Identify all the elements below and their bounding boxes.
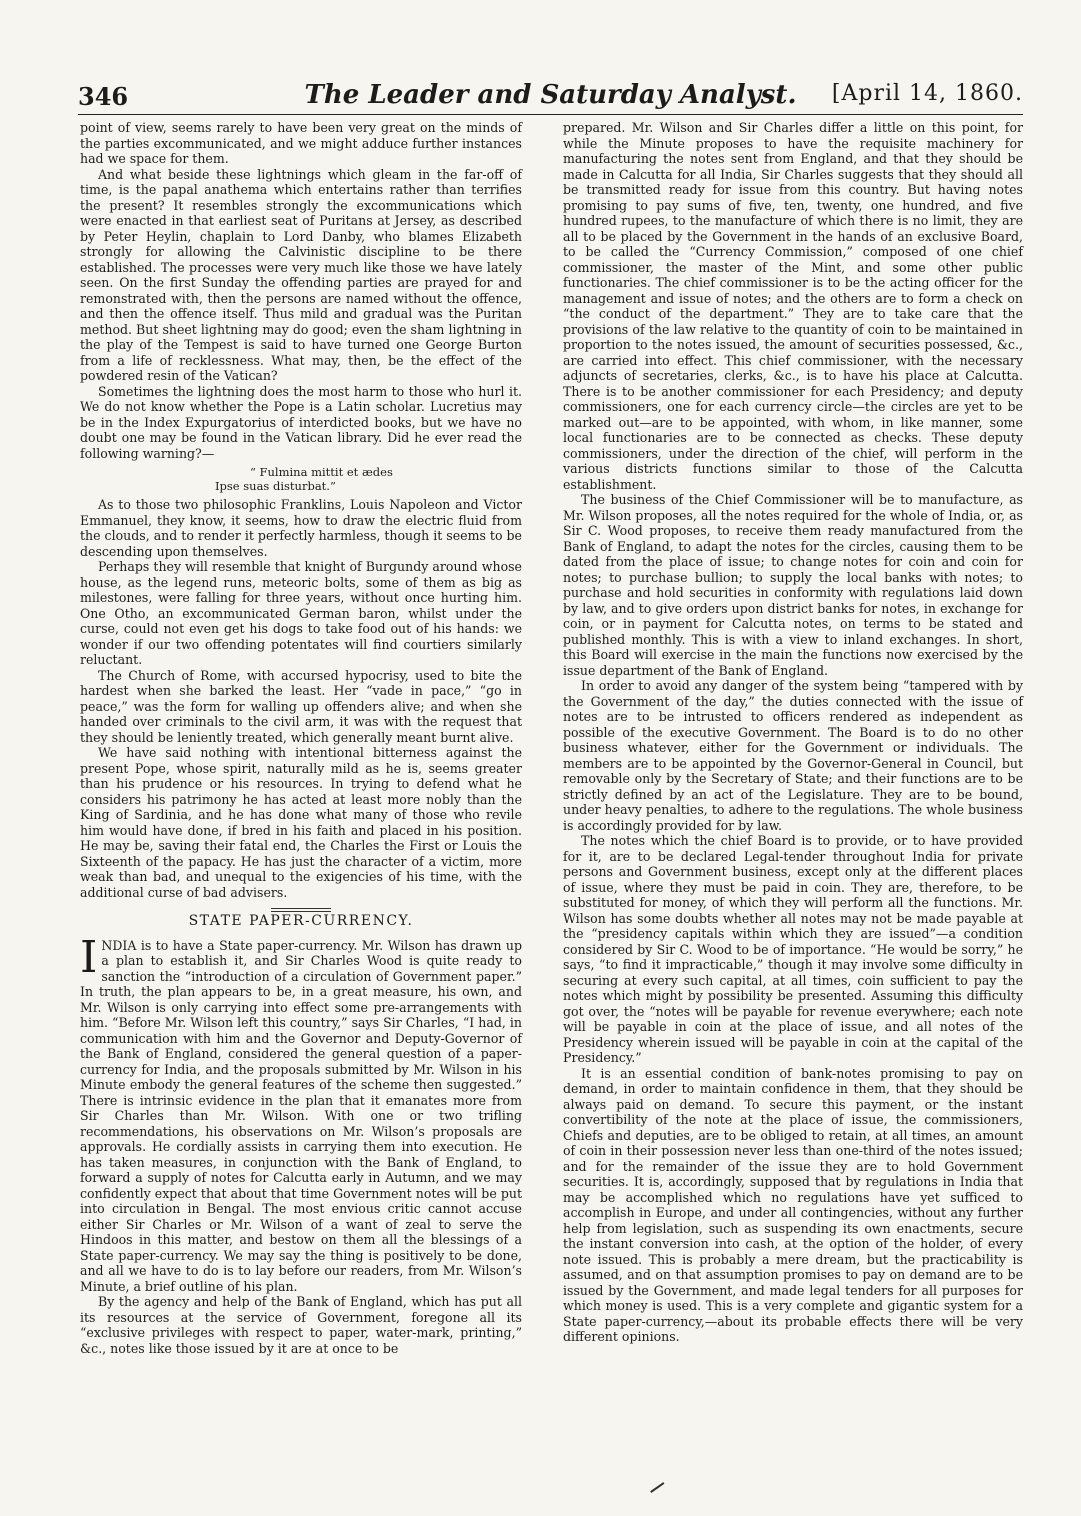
paragraph: The notes which the chief Board is to provide, or to have provided for it, are to be declared Legal-tender throughout India for private persons and Government business, except only at the different places of issue, where they must be paid in coin. They are, therefore, to be substituted for money, of which they will perform all the functions. Mr. Wilson has some doubts whether all notes may not be made payable at the “presidency capitals within which they are issued”—a condition considered by Sir C. Wood to be of importance. “He would be sorry,” he says, “to find it impracticable,” though it may involve some difficulty in securing at every such capital, at all times, coin sufficient to pay the notes which might by possibility be presented. Assuming this difficulty got over, the “notes will be payable for revenue everywhere; each note will be payable in coin at the place of issue, and all notes of the Presidency wherein issued will be payable in coin at the capital of the Presidency.” xyxy=(563,833,1023,1065)
paragraph: Sometimes the lightning does the most harm to those who hurl it. We do not know whether the Pope is a Latin scholar. Lucretius may be in the Index Expurgatorius of interdicted books, but we have no doubt one may be found in the Vatican library. Did he ever read the following warning?— xyxy=(80,383,522,461)
paragraph: We have said nothing with intentional bitterness against the present Pope, whose spirit, naturally mild as he is, seems greater than his prudence or his resources. In trying to defend what he considers his patrimony he has acted at least more nobly than the King of Sardinia, and he has done what many of those who revile him would have done, if bred in his faith and placed in his position. He may be, saving their fatal end, the Charles the First or Louis the Sixteenth of the papacy. He has just the character of a victim, more weak than bad, and unequal to the exigencies of his time, with the additional curse of bad advisers. xyxy=(80,745,522,900)
paragraph: By the agency and help of the Bank of England, which has put all its resources at the service of Government, foregone all its “exclusive privileges with respect to paper, water-mark, printing,” &c., notes like those issued by it are at once to be xyxy=(80,1294,522,1356)
ink-mark xyxy=(650,1482,668,1498)
paragraph: As to those two philosophic Franklins, Louis Napoleon and Victor Emmanuel, they know, it seems, how to draw the electric fluid from the clouds, and to render it perfectly harmless, though it seems to be descending upon themselves. xyxy=(80,497,522,559)
paragraph: In order to avoid any danger of the system being “tampered with by the Government of the day,” the duties connected with the issue of notes are to be intrusted to officers rendered as independent as possible of the executive Government. The Board is to do no other business whatever, either for the Government or individuals. The members are to be appointed by the Governor-General in Council, but removable only by the Secretary of State; and their functions are to be strictly defined by an act of the Legislature. They are to be bound, under heavy penalties, to adhere to the regulations. The whole business is accordingly provided for by law. xyxy=(563,678,1023,833)
journal-title: The Leader and Saturday Analyst. xyxy=(304,80,797,110)
paragraph: prepared. Mr. Wilson and Sir Charles differ a little on this point, for while the Minute proposes to have the requisite machinery for manufacturing the notes sent from England, and that they should be made in Calcutta for all India, Sir Charles suggests that they should all be transmitted ready for issue from this country. But having notes promising to pay sums of five, ten, twenty, one hundred, and five hundred rupees, to the manufacture of which there is no limit, they are all to be placed by the Government in the hands of an exclusive Board, to be called the “Currency Commission,” composed of one chief commissioner, the master of the Mint, and some other public functionaries. The chief commissioner is to be the acting officer for the management and issue of notes; and the others are to form a check on “the conduct of the department.” They are to take care that the provisions of the law relative to the quantity of coin to be maintained in proportion to the notes issued, the amount of securities possessed, &c., are carried into effect. This chief commissioner, with the necessary adjuncts of secretaries, clerks, &c., is to have his place at Calcutta. There is to be another commissioner for each Presidency; and deputy commissioners, one for each currency circle—the circles are yet to be marked out—are to be appointed, with whom, in like manner, some local functionaries are to be connected as checks. These deputy commissioners, under the direction of the chief, will perform in the various districts functions similar to those of the Calcutta establishment. xyxy=(563,120,1023,492)
section-divider xyxy=(271,908,331,912)
section-title: STATE PAPER-CURRENCY. xyxy=(188,913,414,929)
paragraph: And what beside these lightnings which gleam in the far-off of time, is the papal anathema which entertains rather than terrifies the present? It resembles strongly the excommunications which were enacted in that earliest seat of Puritans at Jersey, as described by Peter Heylin, chaplain to Lord Danby, who blames Elizabeth strongly for allowing the Calvinistic discipline to be there established. The processes were very much like those we have lately seen. On the first Sunday the offending parties are prayed for and remonstrated with, then the persons are named without the offence, and then the offence itself. Thus mild and gradual was the Puritan method. But sheet lightning may do good; even the sham lightning in the play of the Tempest is said to have turned one George Burton from a life of recklessness. What may, then, be the effect of the powdered resin of the Vatican? xyxy=(80,166,522,383)
paragraph xyxy=(80,931,522,1295)
paragraph: point of view, seems rarely to have been very great on the minds of the parties excommunicated, and we might adduce further instances had we space for them. xyxy=(80,120,522,166)
page-number: 346 xyxy=(78,82,129,111)
latin-quote xyxy=(80,465,522,493)
quote-line: Ipse suas disturbat.” xyxy=(215,479,336,493)
right-column xyxy=(563,120,1023,1345)
issue-date: [April 14, 1860. xyxy=(831,81,1023,106)
paragraph: It is an essential condition of bank-notes promising to pay on demand, in order to maintain confidence in them, that they should be always paid on demand. To secure this payment, or the instant convertibility of the note at the place of issue, the commissioners, Chiefs and deputies, are to be obliged to retain, at all times, an amount of coin in their possession never less than one-third of the notes issued; and for the remainder of the issue they are to hold Government securities. It is, accordingly, supposed that by regulations in India that may be accomplished which no regulations have yet sufficed to accomplish in Europe, and under all contingencies, without any further help from legislation, such as suspending its own enactments, secure the instant conversion into cash, at the option of the holder, of every note issued. This is probably a mere dream, but the practicability is assumed, and on that assumption promises to pay on demand are to be issued by the Government, and made legal tenders for all purposes for which money is used. This is a very complete and gigantic system for a State paper-currency,—about its probable effects there will be very different opinions. xyxy=(563,1065,1023,1344)
paragraph: The business of the Chief Commissioner will be to manufacture, as Mr. Wilson proposes, all the notes required for the whole of India, or, as Sir C. Wood proposes, to receive them ready manufactured from the Bank of England, to adapt the notes for the circles, causing them to be dated from the place of issue; to change notes for coin and coin for notes; to purchase bullion; to supply the local banks with notes; to purchase and hold securities in conformity with regulations laid down by law, and to give orders upon district banks for notes, in exchange for coin, or in payment for Calcutta notes, on terms to be stated and published monthly. This is with a view to inland exchanges. In short, this Board will exercise in the main the functions now exercised by the issue department of the Bank of England. xyxy=(563,492,1023,678)
paragraph: The Church of Rome, with accursed hypocrisy, used to bite the hardest when she barked the least. Her “vade in pace,” “go in peace,” was the form for walling up offenders alive; and when she handed over criminals to the civil arm, it was with the request that they should be leniently treated, which generally meant burnt alive. xyxy=(80,667,522,745)
paragraph: Perhaps they will resemble that knight of Burgundy around whose house, as the legend runs, meteoric bolts, some of them as big as milestones, were falling for three years, without once hurting him. One Otho, an excommunicated German baron, whilst under the curse, could not even get his dogs to take food out of his hands: we wonder if our two offending potentates will find courtiers similarly reluctant. xyxy=(80,559,522,667)
paragraph-text: NDIA is to have a State paper-currency. Mr. Wilson has drawn up a plan to establish it, and Sir Charles Wood is quite ready to sanction the “introduction of a circulation of Government paper.” In truth, the plan appears to be, in a great measure, his own, and Mr. Wilson is only carrying into effect some pre-arrangements with him. “Before Mr. Wilson left this country,” says Sir Charles, “I had, in communication with him and the Governor and Deputy-Governor of the Bank of England, considered the general question of a paper-currency for India, and the proposals submitted by Mr. Wilson in his Minute embody the general features of the scheme then suggested.” There is intrinsic evidence in the plan that it emanates more from Sir Charles than Mr. Wilson. With one or two trifling recommendations, his observations on Mr. Wilson’s proposals are approvals. He cordially assists in carrying them into execution. He has taken measures, in conjunction with the Bank of England, to forward a supply of notes for Calcutta early in Autumn, and we may confidently expect that about that time Government notes will be put into circulation in Bengal. The most envious critic cannot accuse either Sir Charles or Mr. Wilson of a want of zeal to serve the Hindoos in this matter, and bestow on them all the blessings of a State paper-currency. We may say the thing is positively to be done, and all we have to do is to lay before our readers, from Mr. Wilson’s Minute, a brief outline of his plan. xyxy=(80,937,522,1294)
left-column xyxy=(80,120,522,1356)
quote-line: “ Fulmina mittit et ædes xyxy=(250,465,393,479)
drop-cap: I xyxy=(80,931,98,983)
page-header xyxy=(78,78,1023,115)
